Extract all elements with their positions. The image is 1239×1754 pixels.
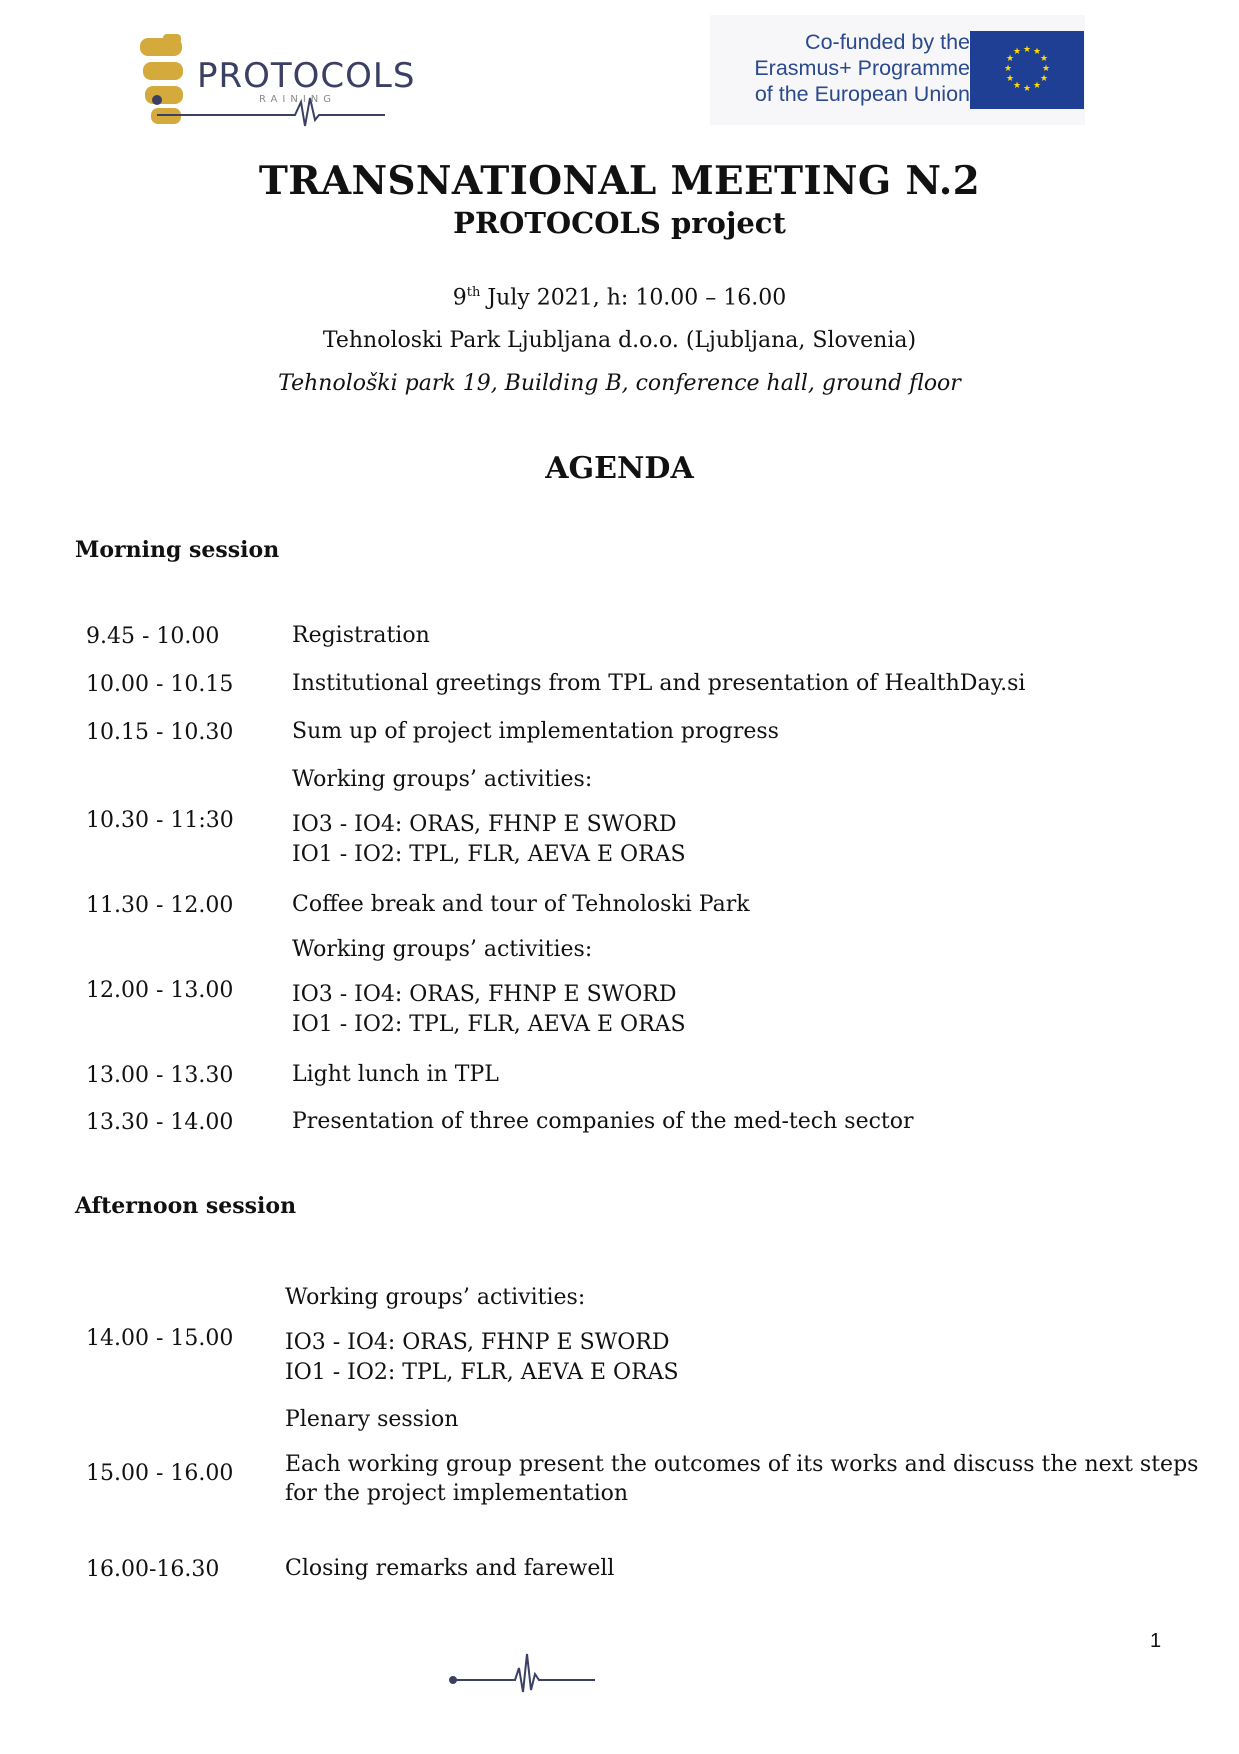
- agenda-desc: Light lunch in TPL: [292, 1062, 499, 1087]
- agenda-desc: Each working group present the outcomes of its works and discuss the next steps: [285, 1452, 1199, 1477]
- page-title: TRANSNATIONAL MEETING N.2: [258, 158, 981, 204]
- agenda-desc: Working groups’ activities:: [285, 1285, 586, 1310]
- agenda-heading: AGENDA: [545, 451, 694, 486]
- meeting-address: Tehnološki park 19, Building B, conference hall, ground floor: [278, 371, 961, 396]
- agenda-desc: Plenary session: [285, 1407, 459, 1432]
- svg-text:★: ★: [1039, 54, 1049, 64]
- svg-text:★: ★: [1003, 64, 1013, 74]
- agenda-time: 14.00 - 15.00: [86, 1326, 234, 1351]
- morning-session-title: Morning session: [75, 537, 280, 563]
- agenda-time: 15.00 - 16.00: [86, 1461, 234, 1486]
- svg-text:★: ★: [1022, 84, 1032, 94]
- svg-text:★: ★: [1012, 47, 1022, 57]
- agenda-desc: Presentation of three companies of the med-tech sector: [292, 1109, 914, 1134]
- agenda-desc: Registration: [292, 623, 430, 648]
- page-subtitle: PROTOCOLS project: [453, 206, 786, 240]
- agenda-desc: IO1 - IO2: TPL, FLR, AEVA E ORAS: [292, 842, 686, 867]
- agenda-desc: Sum up of project implementation progress: [292, 719, 779, 744]
- agenda-desc: IO1 - IO2: TPL, FLR, AEVA E ORAS: [292, 1012, 686, 1037]
- agenda-time: 12.00 - 13.00: [86, 978, 234, 1003]
- agenda-time: 10.30 - 11:30: [86, 808, 234, 833]
- agenda-desc: IO3 - IO4: ORAS, FHNP E SWORD: [292, 812, 677, 837]
- eu-text-line1: Co-funded by the: [805, 30, 970, 54]
- agenda-time: 9.45 - 10.00: [86, 624, 220, 649]
- page-number: 1: [1150, 1630, 1162, 1652]
- agenda-desc: for the project implementation: [285, 1481, 629, 1506]
- heartbeat-footer-icon: [435, 1640, 595, 1700]
- agenda-desc: IO3 - IO4: ORAS, FHNP E SWORD: [285, 1330, 670, 1355]
- agenda-time: 13.00 - 13.30: [86, 1063, 234, 1088]
- eu-text-line2: Erasmus+ Programme: [754, 56, 970, 80]
- svg-text:★: ★: [1005, 54, 1015, 64]
- agenda-desc: Coffee break and tour of Tehnoloski Park: [292, 892, 750, 917]
- meeting-date: [0, 285, 1239, 310]
- date-day: 9: [452, 285, 467, 311]
- agenda-desc: IO1 - IO2: TPL, FLR, AEVA E ORAS: [285, 1360, 679, 1385]
- eu-flag-icon: [970, 31, 1084, 109]
- svg-text:★: ★: [1039, 74, 1049, 84]
- logo-wordmark: PROTOCOLS: [197, 56, 416, 96]
- date-rest: July 2021, h: 10.00 – 16.00: [480, 285, 787, 311]
- agenda-desc: Working groups’ activities:: [292, 937, 593, 962]
- afternoon-session-title: Afternoon session: [75, 1193, 297, 1219]
- svg-text:★: ★: [1012, 81, 1022, 91]
- agenda-time: 16.00-16.30: [86, 1557, 220, 1582]
- svg-text:★: ★: [1032, 47, 1042, 57]
- logo-subtext: RAINING: [259, 94, 336, 105]
- agenda-time: 13.30 - 14.00: [86, 1110, 234, 1135]
- date-suffix: th: [466, 285, 481, 300]
- agenda-desc: IO3 - IO4: ORAS, FHNP E SWORD: [292, 982, 677, 1007]
- protocols-logo: [135, 30, 416, 130]
- meeting-venue: Tehnoloski Park Ljubljana d.o.o. (Ljubljana, Slovenia): [322, 328, 917, 353]
- svg-text:★: ★: [1022, 45, 1032, 55]
- eu-cofunding-text: [720, 29, 970, 107]
- agenda-time: 11.30 - 12.00: [86, 893, 234, 918]
- eu-cofunding-badge: [710, 15, 1085, 125]
- svg-text:★: ★: [1005, 74, 1015, 84]
- svg-text:★: ★: [1041, 64, 1051, 74]
- agenda-desc: Closing remarks and farewell: [285, 1556, 615, 1581]
- eu-text-line3: of the European Union: [754, 82, 970, 106]
- agenda-desc: Working groups’ activities:: [292, 767, 593, 792]
- agenda-desc: Institutional greetings from TPL and presentation of HealthDay.si: [292, 671, 1026, 696]
- agenda-time: 10.15 - 10.30: [86, 720, 234, 745]
- svg-text:★: ★: [1032, 81, 1042, 91]
- agenda-time: 10.00 - 10.15: [86, 672, 234, 697]
